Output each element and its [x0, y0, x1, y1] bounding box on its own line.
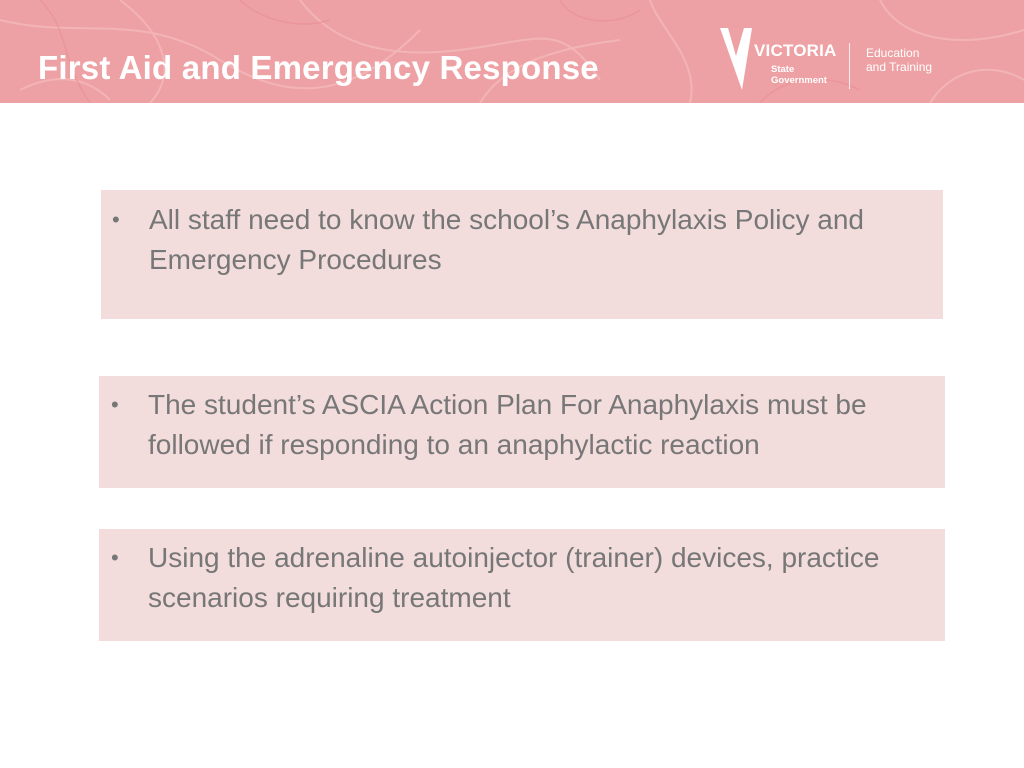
page-title: First Aid and Emergency Response	[38, 49, 599, 86]
logo-divider	[849, 43, 850, 89]
point-text-3: Using the adrenaline autoinjector (trainer) devices, practice scenarios requiring treatment	[148, 542, 880, 613]
point-text-2: The student’s ASCIA Action Plan For Anaphylaxis must be followed if responding to an anaphylactic reaction	[148, 389, 867, 460]
bullet-icon: •	[112, 207, 120, 232]
victoria-government-logo	[718, 26, 958, 96]
bullet-icon: •	[111, 392, 119, 417]
point-box-3	[99, 529, 945, 641]
header-banner	[0, 0, 1024, 103]
logo-subtitle: State Government	[771, 64, 827, 86]
point-box-2	[99, 376, 945, 488]
logo-wordmark: VICTORIA	[754, 41, 837, 60]
point-text-1: All staff need to know the school’s Anaphylaxis Policy and Emergency Procedures	[149, 204, 864, 275]
bullet-icon: •	[111, 545, 119, 570]
point-box-1	[101, 190, 943, 319]
logo-department: Education and Training	[866, 46, 933, 74]
victoria-v-icon	[718, 26, 778, 96]
